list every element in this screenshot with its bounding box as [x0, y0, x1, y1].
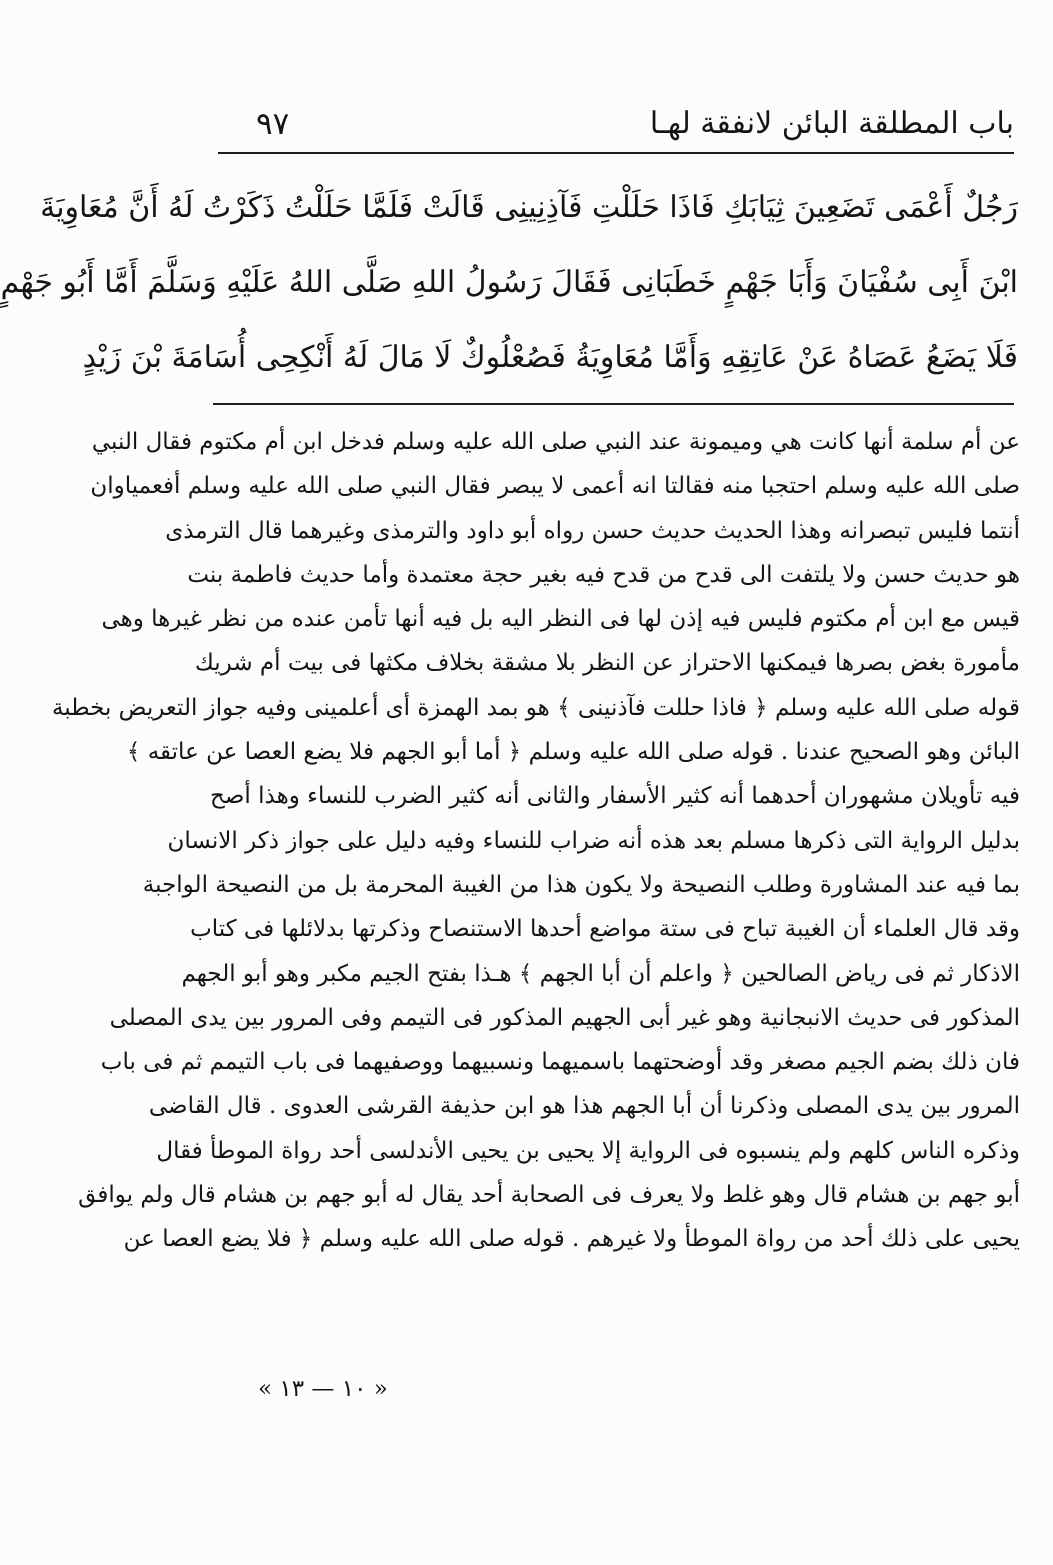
hadith-line: رَجُلٌ أَعْمَى تَضَعِينَ ثِيَابَكِ فَاذَا حَلَلْتِ فَآذِنِينِى قَالَتْ فَلَمَّا حَلَلْتُ ذَكَرْتُ لَهُ أَنَّ مُعَاوِيَةَ: [40, 190, 1018, 225]
commentary-line: هو حديث حسن ولا يلتفت الى قدح من قدح فيه بغير حجة معتمدة وأما حديث فاطمة بنت: [187, 561, 1020, 588]
commentary-line: المذكور فى حديث الانبجانية وهو غير أبى الجهيم المذكور فى التيمم وفى المرور بين يدى المصلى: [109, 1004, 1020, 1031]
commentary-line: قيس مع ابن أم مكتوم فليس فيه إذن لها فى النظر اليه بل فيه أنها تأمن عنده من نظر غيرها وهى: [101, 606, 1020, 633]
commentary-line: فيه تأويلان مشهوران أحدهما أنه كثير الأسفار والثانى أنه كثير الضرب للنساء وهذا أصح: [210, 783, 1020, 810]
commentary-text-block: [51, 420, 1020, 1262]
header-rule: [218, 152, 1014, 154]
page-number: ٩٧: [256, 106, 290, 142]
commentary-line: مأمورة بغض بصرها فيمكنها الاحتراز عن النظر بلا مشقة بخلاف مكثها فى بيت أم شريك: [194, 650, 1020, 677]
commentary-line: المرور بين يدى المصلى وذكرنا أن أبا الجهم هذا هو ابن حذيفة القرشى العدوى . قال القاضى: [148, 1093, 1020, 1120]
commentary-line: أبو جهم بن هشام قال وهو غلط ولا يعرف فى الصحابة أحد يقال له أبو جهم بن هشام قال ولم يوافق: [78, 1182, 1020, 1209]
commentary-line: قوله صلى الله عليه وسلم ﴿ فاذا حللت فآذنينى ﴾ هو بمد الهمزة أى أعلمينى وفيه جواز التعريض بخطبة: [51, 694, 1020, 721]
commentary-line: أنتما فليس تبصرانه وهذا الحديث حديث حسن رواه أبو داود والترمذى وغيرهما قال الترمذى: [165, 517, 1020, 544]
hadith-line: ابْنَ أَبِى سُفْيَانَ وَأَبَا جَهْمٍ خَطَبَانِى فَقَالَ رَسُولُ اللهِ صَلَّى اللهُ عَلَيْهِ وَسَلَّمَ أَمَّا أَبُو جَهْمٍ: [0, 265, 1018, 300]
commentary-line: الاذكار ثم فى رياض الصالحين ﴿ واعلم أن أبا الجهم ﴾ هـذا بفتح الجيم مكبر وهو أبو الجهم: [181, 960, 1020, 987]
commentary-line: يحيى على ذلك أحد من رواة الموطأ ولا غيرهم . قوله صلى الله عليه وسلم ﴿ فلا يضع العصا عن: [123, 1226, 1020, 1253]
running-header: [222, 98, 1014, 148]
commentary-line: صلى الله عليه وسلم احتجبا منه فقالتا انه أعمى لا يبصر فقال النبي صلى الله عليه وسلم أفعمياوان: [90, 473, 1020, 500]
commentary-line: بدليل الرواية التى ذكرها مسلم بعد هذه أنه ضراب للنساء وفيه دليل على جواز ذكر الانسان: [167, 827, 1020, 854]
commentary-line: وقد قال العلماء أن الغيبة تباح فى ستة مواضع أحدها الاستنصاح وذكرتها بدلائلها فى كتاب: [190, 916, 1020, 943]
chapter-title: باب المطلقة البائن لانفقة لهـا: [649, 106, 1014, 141]
commentary-line: بما فيه عند المشاورة وطلب النصيحة ولا يكون هذا من الغيبة المحرمة بل من النصيحة الواجبة: [142, 871, 1020, 898]
commentary-line: البائن وهو الصحيح عندنا . قوله صلى الله عليه وسلم ﴿ أما أبو الجهم فلا يضع العصا عن عاتقه ﴾: [126, 739, 1020, 766]
commentary-line: عن أم سلمة أنها كانت هي وميمونة عند النبي صلى الله عليه وسلم فدخل ابن أم مكتوم فقال النبي: [91, 429, 1020, 455]
commentary-line: فان ذلك بضم الجيم مصغر وقد أوضحتهما باسميهما ونسبيهما ووصفيهما فى باب التيمم ثم فى باب: [100, 1049, 1020, 1076]
printer-signature-mark: « ١٠ — ١٣ »: [258, 1376, 388, 1402]
hadith-line: فَلَا يَضَعُ عَصَاهُ عَنْ عَاتِقِهِ وَأَمَّا مُعَاوِيَةُ فَصُعْلُوكٌ لَا مَالَ لَهُ أَنْكِحِى أُسَامَةَ بْنَ زَيْدٍ: [82, 340, 1018, 375]
hadith-text-block: [0, 170, 1018, 395]
commentary-line: وذكره الناس كلهم ولم ينسبوه فى الرواية إلا يحيى بن يحيى الأندلسى أحد رواة الموطأ فقال: [156, 1137, 1020, 1164]
section-divider-rule: [213, 403, 1014, 405]
